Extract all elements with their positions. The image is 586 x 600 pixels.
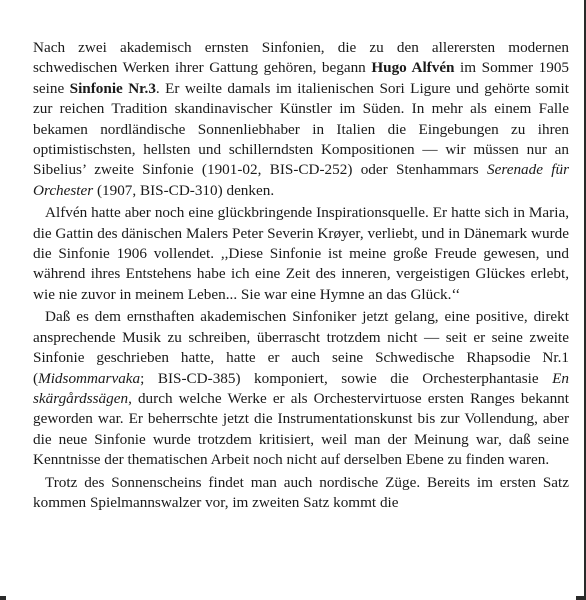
body-text [33, 38, 569, 515]
paragraph-1: Nach zwei akademisch ernsten Sinfonien, die zu den allerersten modernen schwedischen Werken ihrer Gattung gehören, begann Hugo Alfvén im Sommer 1905 seine Sinfonie Nr.3. Er weilte damals im italienischen Sori Ligure und gehörte somit zur reichen Tradition skandinavischer Künstler im Süden. In mehr als einem Falle bekamen nordländische Sonnenliebhaber in Italien die Eingebungen zu ihren optimistischsten, hellsten und schillerndsten Kompositionen — wir müssen nur an Sibelius’ zweite Sinfonie (1901-02, BIS-CD-252) oder Stenhammars Serenade für Orchester (1907, BIS-CD-310) denken. [33, 39, 570, 199]
composer-name: Hugo Alfvén [371, 59, 455, 77]
page-edge-bottom-left [0, 596, 6, 600]
italic-title: En skärgårdssägen [33, 369, 569, 407]
page-edge-bottom-right [576, 596, 586, 600]
italic-title: Midsommarvaka [38, 369, 141, 387]
paragraph-2: Alfvén hatte aber noch eine glückbringende Inspirationsquelle. Er hatte sich in Maria, die Gattin des dänischen Malers Peter Severin Krøyer, verliebt, und in Dänemark wurde die Sinfonie 1906 vollendet. ,,Diese Sinfonie ist meine große Freude gewesen, und während ihres Entstehens habe ich eine Zeit des inneren, vergeistigen Glückes erlebt, wie nie zuvor in meinem Leben... Sie war eine Hymne an das Glück.‘‘ [33, 204, 569, 303]
paragraph-3: Daß es dem ernsthaften akademischen Sinfoniker jetzt gelang, eine positive, direkt ansprechende Musik zu schreiben, überrascht trotzdem nicht — seit er seine zweite Sinfonie geschrieben hatte, hatte er auch seine Schwedische Rhapsodie Nr.1 (Midsommarvaka; BIS-CD-385) komponiert, sowie die Orchesterphantasie En skärgårdssägen, durch welche Werke er als Orchestervirtuose ersten Ranges bekannt geworden war. Er beherrschte jetzt die Instrumentationskunst bis zur Vollendung, aber die neue Sinfonie wurde trotzdem kritisiert, weil man der Meinung war, daß seine Kenntnisse der thematischen Arbeit noch nicht auf derselben Ebene zu finden waren. [33, 308, 569, 469]
work-title: Sinfonie Nr.3 [69, 79, 156, 97]
paragraph-4: Trotz des Sonnenscheins findet man auch nordische Züge. Bereits im ersten Satz kommen Spielmannswalzer vor, im zweiten Satz kommt die [33, 473, 569, 511]
italic-title: Serenade für Orchester [33, 161, 569, 199]
